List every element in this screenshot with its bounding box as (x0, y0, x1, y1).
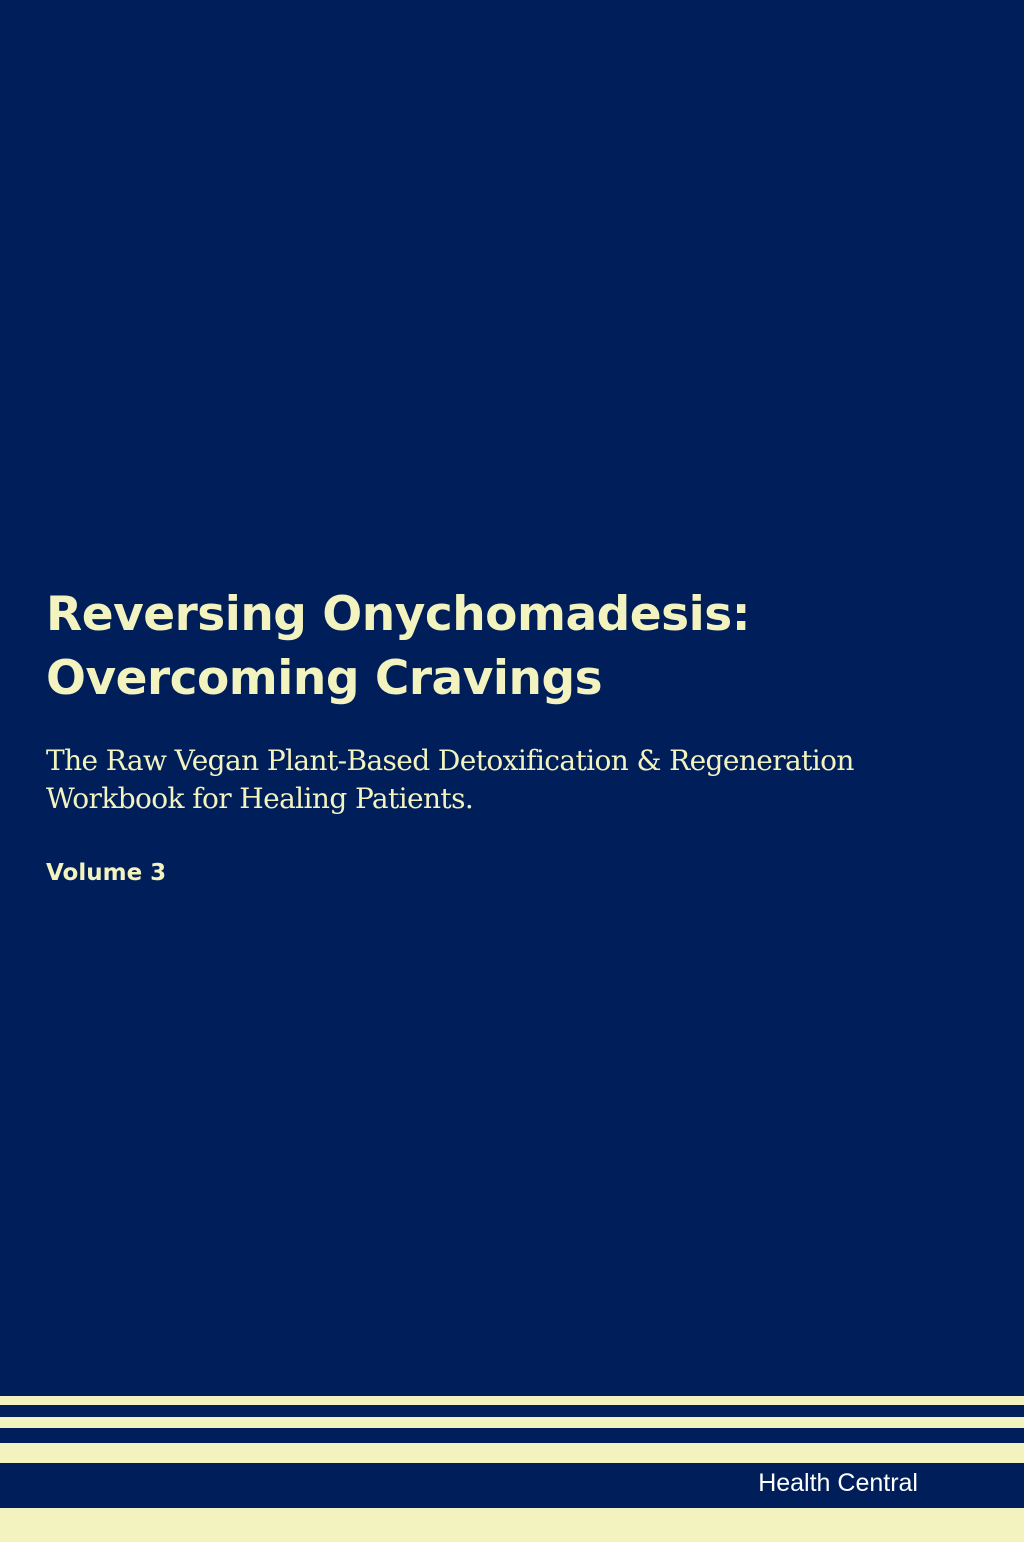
decorative-stripe (0, 1417, 1024, 1428)
volume-label: Volume 3 (46, 860, 167, 886)
subtitle-line-2: Workbook for Healing Patients. (46, 782, 474, 815)
decorative-stripe (0, 1443, 1024, 1463)
book-subtitle (46, 742, 986, 818)
publisher-name: Health Central (758, 1469, 918, 1497)
decorative-stripe (0, 1508, 1024, 1542)
title-line-2: Overcoming Cravings (46, 651, 603, 706)
subtitle-line-1: The Raw Vegan Plant-Based Detoxification & Regeneration (46, 744, 854, 777)
title-line-1: Reversing Onychomadesis: (46, 587, 751, 642)
book-title (46, 583, 996, 711)
decorative-stripe (0, 1396, 1024, 1405)
